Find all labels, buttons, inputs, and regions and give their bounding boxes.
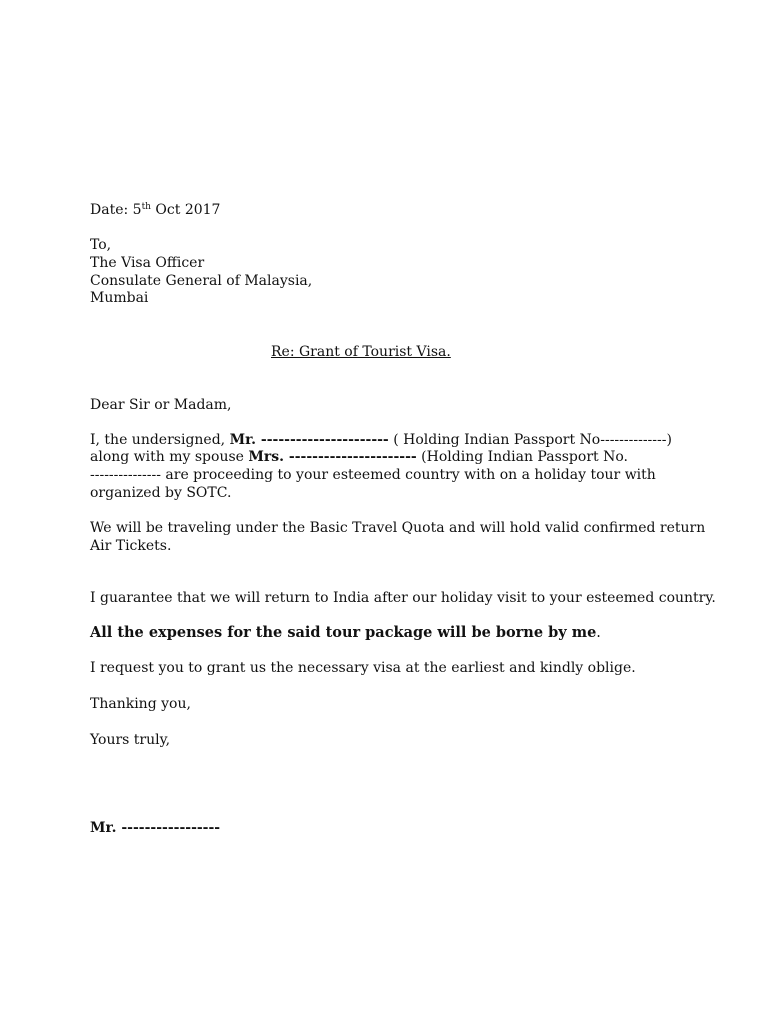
salutation: Dear Sir or Madam,	[90, 397, 232, 413]
date-rest: Oct 2017	[150, 202, 221, 218]
spouse-name-blank: Mrs. ----------------------	[248, 449, 417, 465]
expenses-period: .	[596, 625, 601, 641]
para1-line-1	[90, 431, 690, 449]
para2-line-1: We will be traveling under the Basic Travel Quota and will hold valid confirmed return	[90, 520, 706, 536]
subject-line: Re: Grant of Tourist Visa.	[271, 344, 451, 360]
signature-line	[90, 819, 690, 837]
request-paragraph: I request you to grant us the necessary visa at the earliest and kindly oblige.	[90, 660, 636, 676]
para1-text: along with my spouse	[90, 449, 249, 465]
guarantee-paragraph: I guarantee that we will return to India after our holiday visit to your esteemed country.	[90, 590, 716, 606]
para1-line-2	[90, 448, 690, 466]
addressee-line-2: Consulate General of Malaysia,	[90, 273, 313, 289]
para1-text: (Holding Indian Passport No.	[416, 449, 628, 465]
date-suffix: th	[141, 202, 151, 212]
date-label: Date: 5	[90, 202, 142, 218]
para1-text: ( Holding Indian Passport No--------------)	[388, 432, 672, 448]
closing-line: Yours truly,	[90, 732, 171, 748]
husband-name-blank: Mr. ----------------------	[229, 432, 389, 448]
expenses-paragraph	[90, 624, 690, 642]
addressee-line-3: Mumbai	[90, 290, 149, 306]
addressee-line-1: The Visa Officer	[90, 255, 205, 271]
date-line	[90, 201, 690, 219]
signature-blank: Mr. -----------------	[90, 820, 221, 836]
para1-text: I, the undersigned,	[90, 432, 230, 448]
expenses-bold-text: All the expenses for the said tour package will be borne by me	[90, 624, 597, 641]
para1-line-4: organized by SOTC.	[90, 485, 232, 501]
to-label: To,	[90, 237, 112, 253]
thanks-line: Thanking you,	[90, 696, 191, 712]
para1-line-3: --------------- are proceeding to your esteemed country with on a holiday tour with	[90, 467, 656, 483]
para2-line-2: Air Tickets.	[90, 538, 172, 554]
